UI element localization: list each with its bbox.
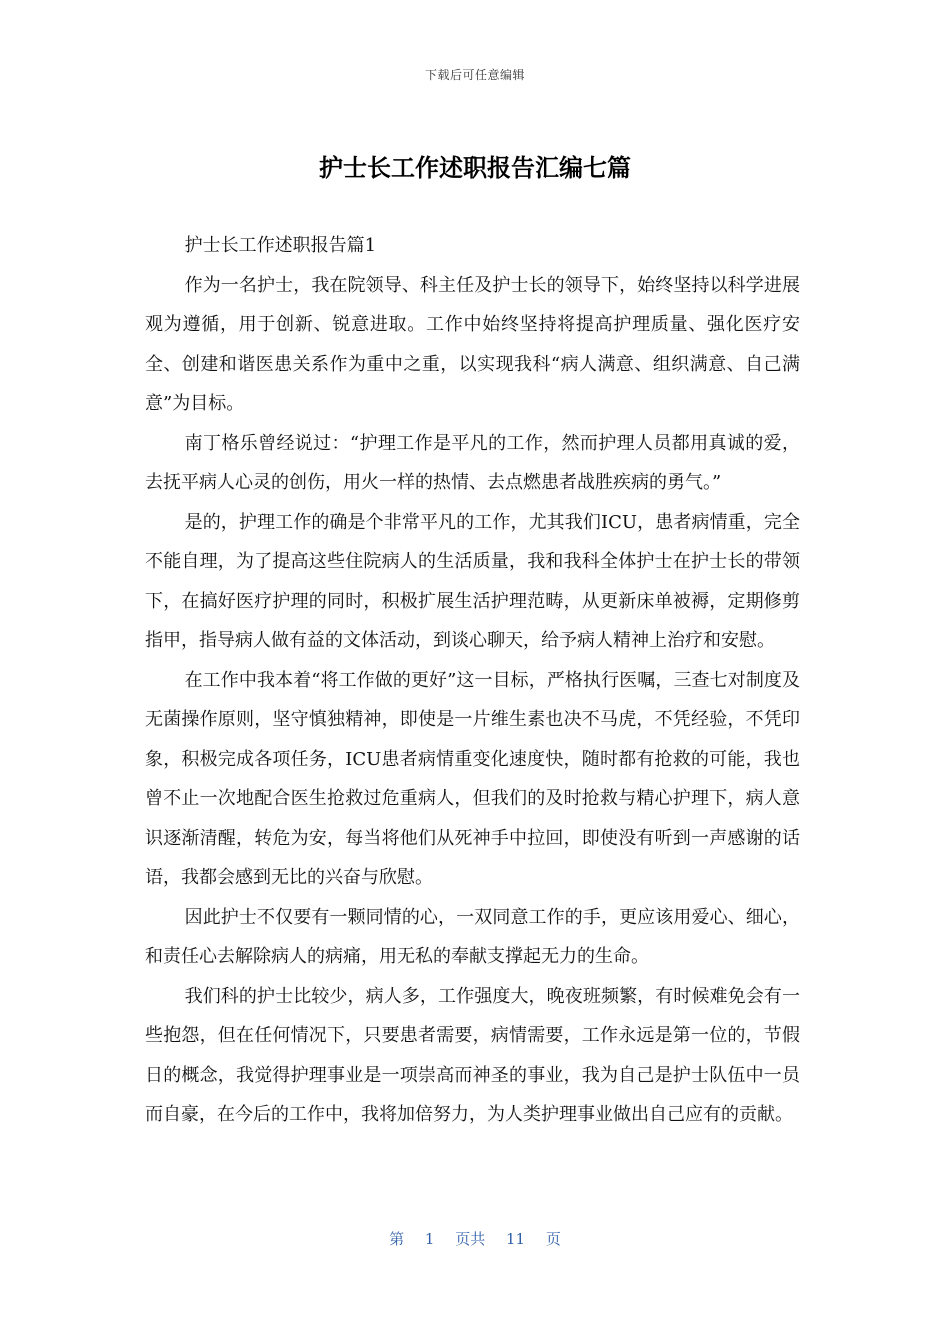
paragraph: 是的，护理工作的确是个非常平凡的工作，尤其我们ICU，患者病情重，完全不能自理，为了提高这些住院病人的生活质量，我和我科全体护士在护士长的带领下，在搞好医疗护理的同时，积极扩展生活护理范畴，从更新床单被褥，定期修剪指甲，指导病人做有益的文体活动，到谈心聊天，给予病人精神上治疗和安慰。 [145, 511, 800, 651]
footer-page-prefix: 第 [389, 1230, 405, 1248]
paragraph: 因此护士不仅要有一颗同情的心，一双同意工作的手，更应该用爱心、细心，和责任心去解除病人的病痛，用无私的奉献支撑起无力的生命。 [145, 906, 800, 967]
paragraph: 在工作中我本着“将工作做的更好”这一目标，严格执行医嘱，三查七对制度及无菌操作原则，坚守慎独精神，即使是一片维生素也决不马虎，不凭经验，不凭印象，积极完成各项任务，ICU患者病情重变化速度快，随时都有抢救的可能，我也曾不止一次地配合医生抢救过危重病人，但我们的及时抢救与精心护理下，病人意识逐渐清醒，转危为安，每当将他们从死神手中拉回，即使没有听到一声感谢的话语，我都会感到无比的兴奋与欣慰。 [145, 669, 800, 888]
footer-total-pages: 11 [506, 1230, 526, 1248]
document-title: 护士长工作述职报告汇编七篇 [319, 154, 631, 182]
page-footer [0, 1228, 950, 1249]
section-heading: 护士长工作述职报告篇1 [184, 235, 377, 256]
paragraph: 我们科的护士比较少，病人多，工作强度大，晚夜班频繁，有时候难免会有一些抱怨，但在任何情况下，只要患者需要，病情需要，工作永远是第一位的，节假日的概念，我觉得护理事业是一项崇高而神圣的事业，我为自己是护士队伍中一员而自豪，在今后的工作中，我将加倍努力，为人类护理事业做出自己应有的贡献。 [145, 985, 800, 1125]
footer-page-number: 1 [424, 1230, 435, 1248]
paragraph: 作为一名护士，我在院领导、科主任及护士长的领导下，始终坚持以科学进展观为遵循，用于创新、锐意进取。工作中始终坚持将提高护理质量、强化医疗安全、创建和谐医患关系作为重中之重，以实现我科“病人满意、组织满意、自己满意”为目标。 [145, 274, 800, 414]
header-note: 下载后可任意编辑 [424, 68, 525, 82]
paragraph: 南丁格乐曾经说过：“护理工作是平凡的工作，然而护理人员都用真诚的爱，去抚平病人心灵的创伤，用火一样的热情、去点燃患者战胜疾病的勇气。” [145, 432, 800, 493]
document-body [145, 226, 800, 1135]
footer-page-mid: 页共 [455, 1230, 486, 1248]
footer-page-suffix: 页 [545, 1230, 561, 1248]
